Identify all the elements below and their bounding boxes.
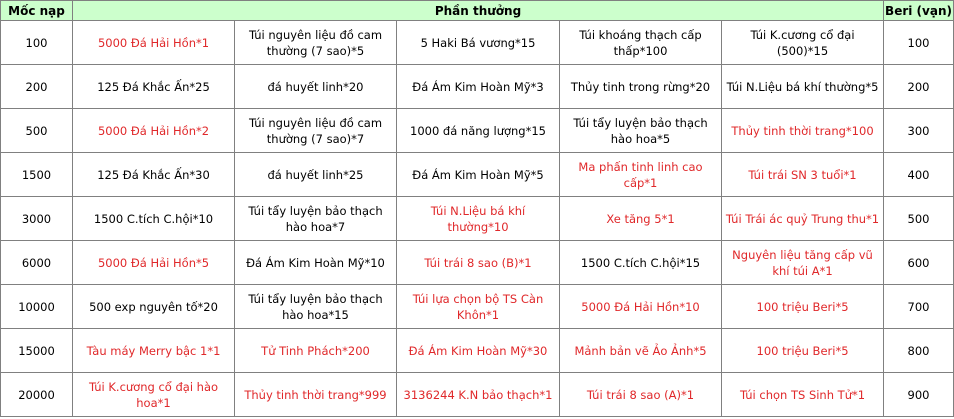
- milestone-cell: 20000: [1, 373, 73, 417]
- reward-cell: Túi K.cương cổ đại (500)*15: [722, 21, 884, 65]
- reward-cell: 100 triệu Beri*5: [722, 285, 884, 329]
- reward-cell: Túi chọn TS Sinh Tử*1: [722, 373, 884, 417]
- table-row: [1, 197, 954, 241]
- beri-cell: 500: [884, 197, 954, 241]
- reward-cell: 1500 C.tích C.hội*10: [73, 197, 235, 241]
- reward-cell: 500 exp nguyên tố*20: [73, 285, 235, 329]
- reward-cell: đá huyết linh*25: [235, 153, 397, 197]
- reward-cell: 5000 Đá Hải Hồn*5: [73, 241, 235, 285]
- milestone-cell: 200: [1, 65, 73, 109]
- reward-cell: Thủy tinh trong rừng*20: [560, 65, 722, 109]
- table-row: [1, 109, 954, 153]
- reward-cell: Túi lựa chọn bộ TS Càn Khôn*1: [397, 285, 560, 329]
- reward-cell: 1000 đá năng lượng*15: [397, 109, 560, 153]
- beri-cell: 900: [884, 373, 954, 417]
- reward-cell: Túi N.Liệu bá khí thường*5: [722, 65, 884, 109]
- reward-cell: Thủy tinh thời trang*999: [235, 373, 397, 417]
- milestone-cell: 6000: [1, 241, 73, 285]
- header-milestone: Mốc nạp: [1, 1, 73, 21]
- milestone-cell: 15000: [1, 329, 73, 373]
- beri-cell: 800: [884, 329, 954, 373]
- beri-cell: 100: [884, 21, 954, 65]
- reward-cell: 125 Đá Khắc Ấn*30: [73, 153, 235, 197]
- reward-cell: Mảnh bản vẽ Ảo Ảnh*5: [560, 329, 722, 373]
- table-row: [1, 285, 954, 329]
- reward-cell: Túi Trái ác quỷ Trung thu*1: [722, 197, 884, 241]
- reward-cell: Xe tăng 5*1: [560, 197, 722, 241]
- beri-cell: 600: [884, 241, 954, 285]
- reward-cell: 125 Đá Khắc Ấn*25: [73, 65, 235, 109]
- reward-cell: Túi nguyên liệu đồ cam thường (7 sao)*7: [235, 109, 397, 153]
- milestone-cell: 3000: [1, 197, 73, 241]
- milestone-cell: 100: [1, 21, 73, 65]
- reward-cell: Ma phấn tinh linh cao cấp*1: [560, 153, 722, 197]
- beri-cell: 700: [884, 285, 954, 329]
- reward-cell: 5000 Đá Hải Hồn*2: [73, 109, 235, 153]
- reward-cell: 5 Haki Bá vương*15: [397, 21, 560, 65]
- reward-cell: Túi tẩy luyện bảo thạch hào hoa*5: [560, 109, 722, 153]
- reward-cell: Đá Ám Kim Hoàn Mỹ*3: [397, 65, 560, 109]
- table-row: [1, 21, 954, 65]
- reward-cell: Túi nguyên liệu đồ cam thường (7 sao)*5: [235, 21, 397, 65]
- reward-cell: Túi trái SN 3 tuổi*1: [722, 153, 884, 197]
- reward-cell: Túi N.Liệu bá khí thường*10: [397, 197, 560, 241]
- reward-cell: đá huyết linh*20: [235, 65, 397, 109]
- reward-cell: Thủy tinh thời trang*100: [722, 109, 884, 153]
- header-rewards: Phần thưởng: [73, 1, 884, 21]
- reward-cell: Túi K.cương cổ đại hào hoa*1: [73, 373, 235, 417]
- reward-cell: Tàu máy Merry bậc 1*1: [73, 329, 235, 373]
- reward-cell: Túi tẩy luyện bảo thạch hào hoa*15: [235, 285, 397, 329]
- reward-cell: Túi khoáng thạch cấp thấp*100: [560, 21, 722, 65]
- reward-cell: Túi trái 8 sao (B)*1: [397, 241, 560, 285]
- milestone-cell: 500: [1, 109, 73, 153]
- reward-cell: Đá Ám Kim Hoàn Mỹ*5: [397, 153, 560, 197]
- table-row: [1, 65, 954, 109]
- milestone-cell: 10000: [1, 285, 73, 329]
- reward-cell: Đá Ám Kim Hoàn Mỹ*10: [235, 241, 397, 285]
- reward-cell: Nguyên liệu tăng cấp vũ khí túi A*1: [722, 241, 884, 285]
- milestone-cell: 1500: [1, 153, 73, 197]
- beri-cell: 200: [884, 65, 954, 109]
- table-row: [1, 329, 954, 373]
- table-row: [1, 373, 954, 417]
- header-beri: Beri (vạn): [884, 1, 954, 21]
- reward-cell: 1500 C.tích C.hội*15: [560, 241, 722, 285]
- reward-cell: 5000 Đá Hải Hồn*10: [560, 285, 722, 329]
- reward-cell: Túi trái 8 sao (A)*1: [560, 373, 722, 417]
- beri-cell: 400: [884, 153, 954, 197]
- reward-cell: 3136244 K.N bảo thạch*1: [397, 373, 560, 417]
- table-row: [1, 241, 954, 285]
- table-body: [1, 21, 954, 417]
- reward-cell: 5000 Đá Hải Hồn*1: [73, 21, 235, 65]
- table-row: [1, 153, 954, 197]
- beri-cell: 300: [884, 109, 954, 153]
- reward-cell: 100 triệu Beri*5: [722, 329, 884, 373]
- reward-cell: Túi tẩy luyện bảo thạch hào hoa*7: [235, 197, 397, 241]
- reward-cell: Đá Ám Kim Hoàn Mỹ*30: [397, 329, 560, 373]
- header-row: [1, 1, 954, 21]
- reward-cell: Tử Tinh Phách*200: [235, 329, 397, 373]
